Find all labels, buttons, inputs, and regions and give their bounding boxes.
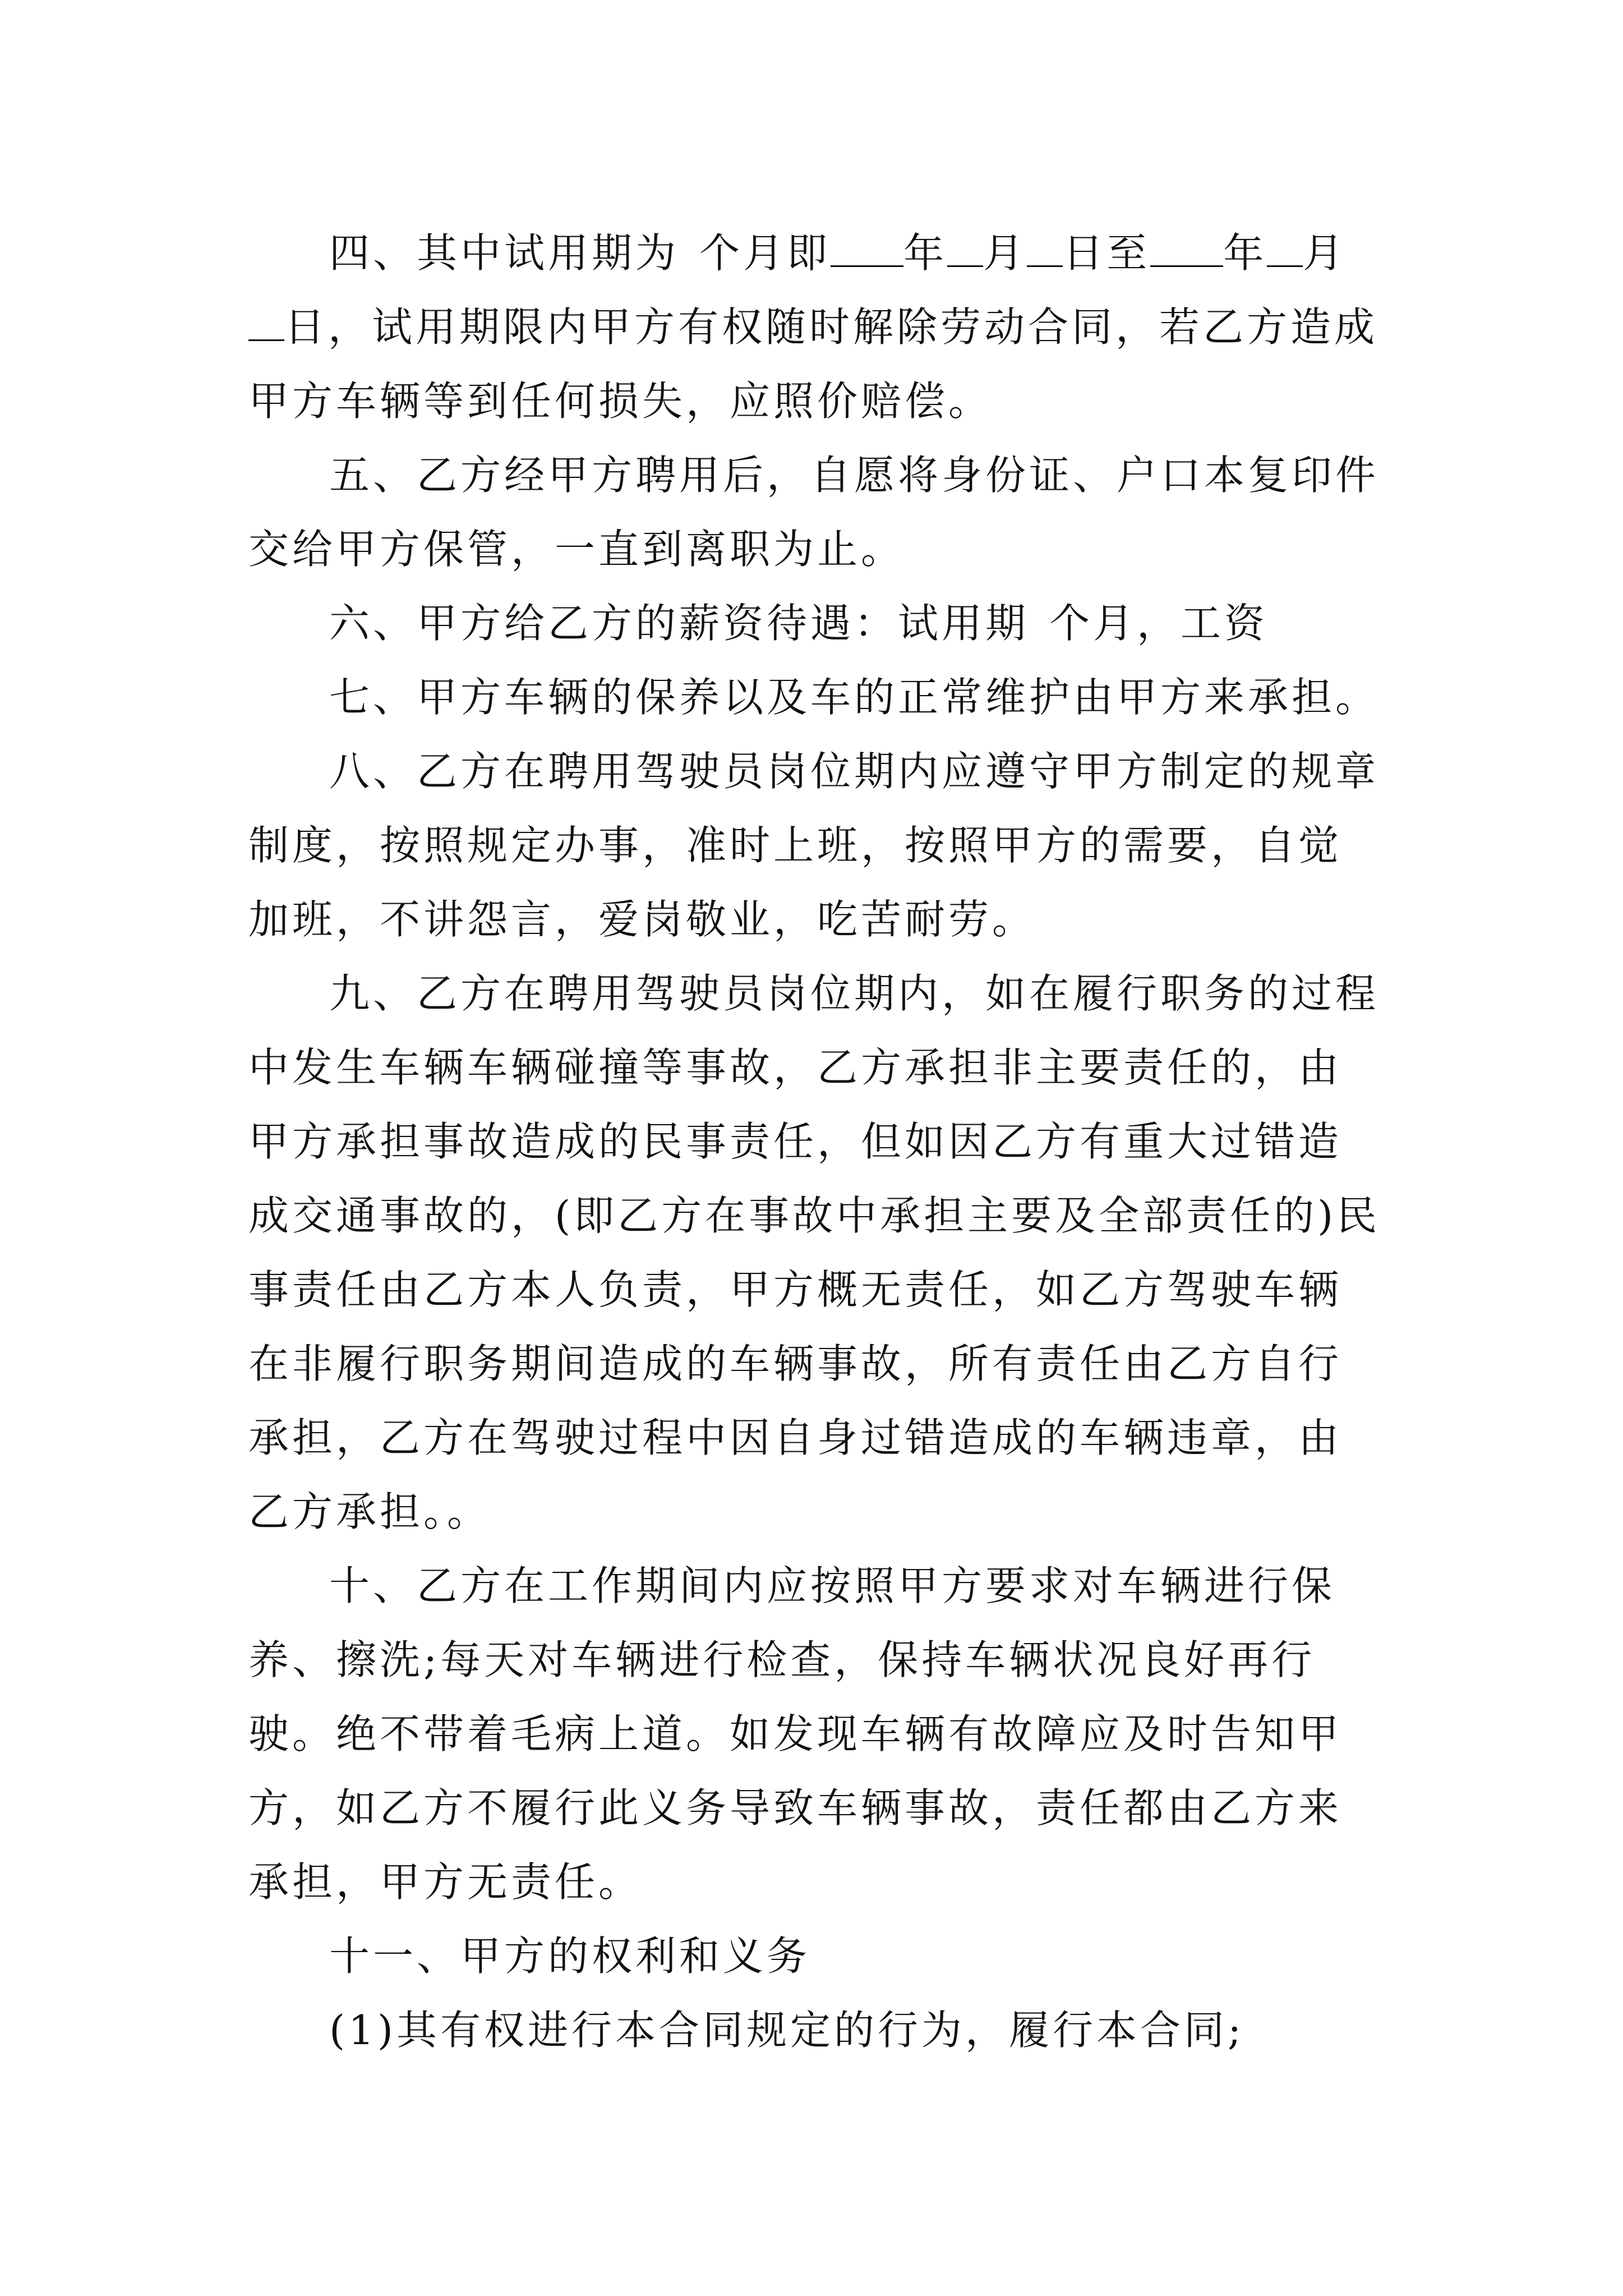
fill-blank-month [947, 226, 983, 267]
clause-8: 八、乙方在聘用驾驶员岗位期内应遵守甲方制定的规章制度，按照规定办事，准时上班，按照甲方的需要，自觉加班，不讲怨言，爱岗敬业，吃苦耐劳。 [248, 748, 1380, 943]
clause-6-text: 六、甲方给乙方的薪资待遇：试用期 [329, 600, 1030, 647]
clause-4-text: 年 [1223, 229, 1267, 277]
fill-blank-day [1027, 226, 1063, 267]
clause-4-text: 年 [903, 229, 948, 277]
fill-blank-year [1150, 226, 1223, 267]
clause-4-text: 日至 [1063, 229, 1151, 277]
clause-4-text: 月 [1303, 229, 1347, 277]
clause-4-text: 月 [983, 229, 1027, 277]
clause-4-text: 四、其中试用期为 [329, 229, 680, 277]
clause-9: 九、乙方在聘用驾驶员岗位期内，如在履行职务的过程中发生车辆车辆碰撞等事故，乙方承担非主要责任的，由甲方承担事故造成的民事责任，但如因乙方有重大过错造成交通事故的，(即乙方在事故中承担主要及全部责任的)民事责任由乙方本人负责，甲方概无责任，如乙方驾驶车辆在非履行职务期间造成的车辆事故，所有责任由乙方自行承担，乙方在驾驶过程中因自身过错造成的车辆违章，由乙方承担。。 [248, 970, 1381, 1535]
clause-7: 七、甲方车辆的保养以及车的正常维护由甲方来承担。 [329, 674, 1380, 721]
clause-4 [248, 216, 1381, 438]
clause-10: 十、乙方在工作期间内应按照甲方要求对车辆进行保养、擦洗;每天对车辆进行检查，保持车辆状况良好再行驶。绝不带着毛病上道。如发现车辆有故障应及时告知甲方，如乙方不履行此义务导致车辆事故，责任都由乙方来承担，甲方无责任。 [248, 1562, 1343, 1906]
clause-5: 五、乙方经甲方聘用后，自愿将身份证、户口本复印件交给甲方保管，一直到离职为止。 [248, 452, 1380, 573]
clause-11-item-1: (1)其有权进行本合同规定的行为，履行本合同; [329, 2007, 1245, 2054]
fill-blank-day [248, 300, 284, 341]
fill-blank-year [831, 226, 903, 267]
clause-6-text: 个月，工资 [1049, 600, 1269, 647]
contract-body [248, 216, 1381, 2067]
clause-11: 十一、甲方的权利和义务 [329, 1932, 811, 1980]
clause-4-text: 个月即 [699, 229, 831, 277]
fill-blank-month [1267, 226, 1303, 267]
clause-4-text: 日，试用期限内甲方有权随时解除劳动合同，若乙方造成甲方车辆等到任何损失，应照价赔偿。 [248, 303, 1378, 425]
clause-6 [248, 586, 1381, 660]
